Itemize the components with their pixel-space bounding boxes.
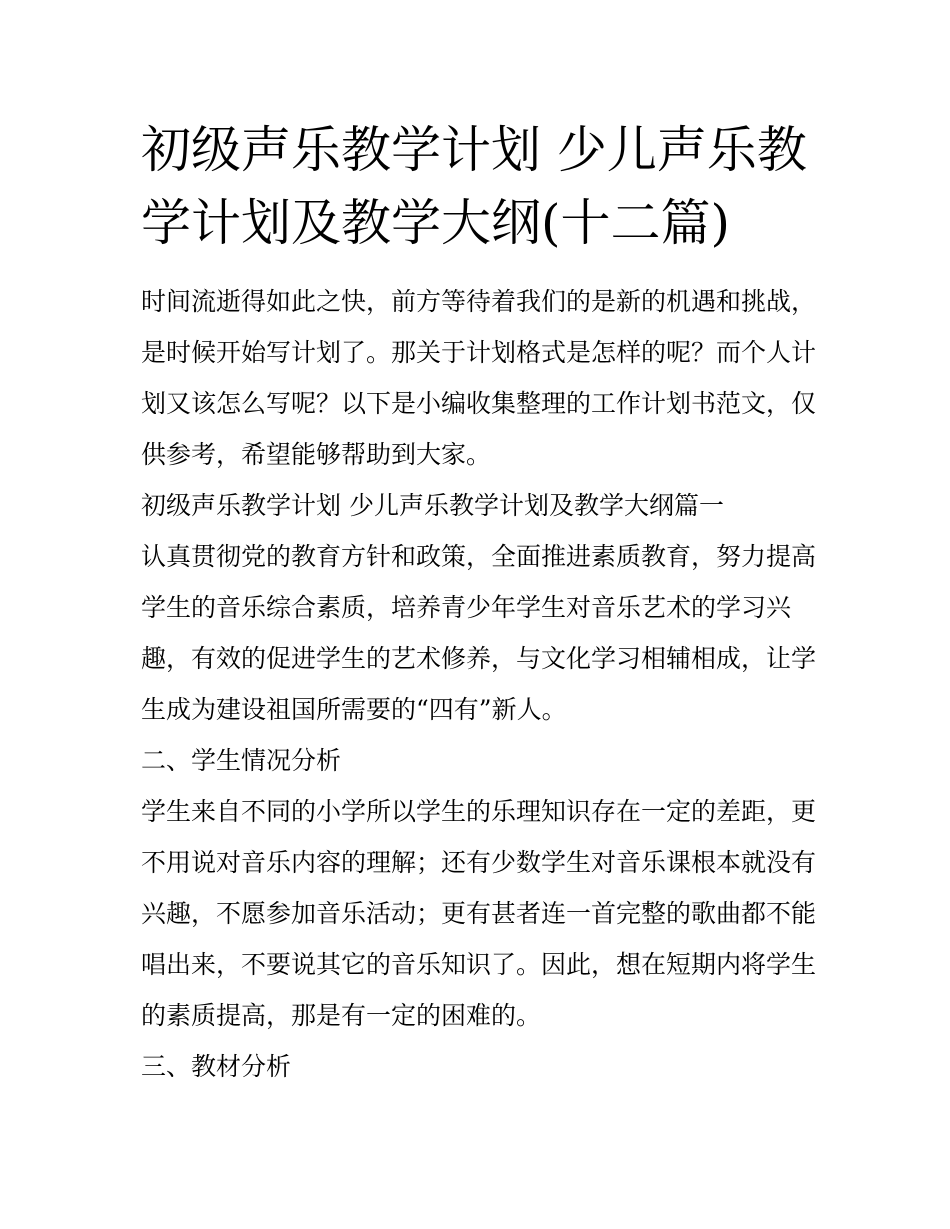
body-line: 认真贯彻党的教育方针和政策，全面推进素质教育，努力提高	[141, 542, 817, 571]
body-line: 学生来自不同的小学所以学生的乐理知识存在一定的差距，更	[141, 797, 817, 826]
document-body	[141, 276, 821, 1092]
body-line: 不用说对音乐内容的理解；还有少数学生对音乐课根本就没有	[141, 848, 817, 877]
body-line: 学生的音乐综合素质，培养青少年学生对音乐艺术的学习兴	[141, 593, 792, 622]
body-line: 时间流逝得如此之快，前方等待着我们的是新的机遇和挑战，	[141, 287, 817, 316]
body-line: 是时候开始写计划了。那关于计划格式是怎样的呢？而个人计	[141, 338, 817, 367]
section-heading: 二、学生情况分析	[141, 746, 342, 775]
section-heading: 三、教材分析	[141, 1052, 292, 1081]
body-line: 供参考，希望能够帮助到大家。	[141, 440, 492, 469]
body-line: 趣，有效的促进学生的艺术修养，与文化学习相辅相成，让学	[141, 644, 817, 673]
body-line: 的素质提高，那是有一定的困难的。	[141, 1001, 542, 1030]
title-line: 学计划及教学大纲(十二篇)	[141, 194, 731, 252]
body-line: 兴趣，不愿参加音乐活动；更有甚者连一首完整的歌曲都不能	[141, 899, 817, 928]
document-title	[141, 114, 821, 260]
title-line: 初级声乐教学计划 少儿声乐教	[141, 121, 807, 179]
body-line: 唱出来，不要说其它的音乐知识了。因此，想在短期内将学生	[141, 950, 817, 979]
section-heading: 初级声乐教学计划 少儿声乐教学计划及教学大纲篇一	[141, 491, 724, 520]
body-line: 生成为建设祖国所需要的“四有”新人。	[141, 695, 567, 724]
body-line: 划又该怎么写呢？以下是小编收集整理的工作计划书范文，仅	[141, 389, 817, 418]
